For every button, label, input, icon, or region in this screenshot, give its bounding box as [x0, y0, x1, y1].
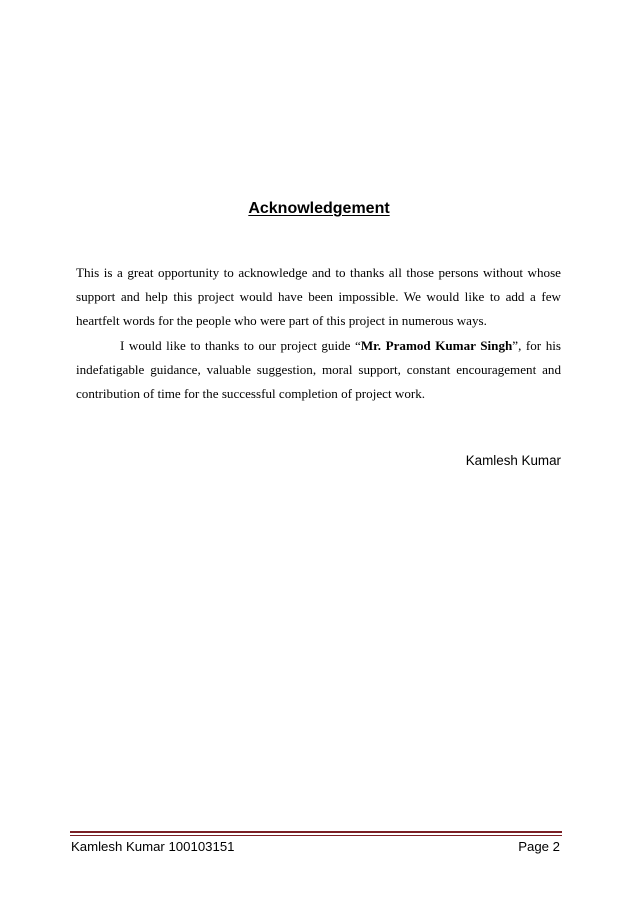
footer-author-id: Kamlesh Kumar 100103151 [71, 839, 235, 854]
page-title: Acknowledgement [248, 200, 390, 217]
footer-divider-thin [70, 835, 562, 836]
page-number: Page 2 [518, 839, 560, 854]
acknowledgement-paragraph-1: This is a great opportunity to acknowledge and to thanks all those persons without whose support and help this project would have been impossible. We would like to add a few heartfelt words for the people who were part of this project in numerous ways. [76, 265, 561, 328]
paragraph-2-intro: I would like to thanks to our project guide “ [120, 338, 361, 353]
acknowledgement-paragraph-2 [76, 334, 561, 406]
guide-name: Mr. Pramod Kumar Singh [360, 338, 513, 353]
footer-divider-thick [70, 831, 562, 833]
paragraph-2-rest: ”, for his indefatigable guidance, valuable suggestion, moral support, constant encouragement and contribution of time for the successful completion of project work. [76, 338, 561, 401]
signature: Kamlesh Kumar [465, 453, 561, 468]
